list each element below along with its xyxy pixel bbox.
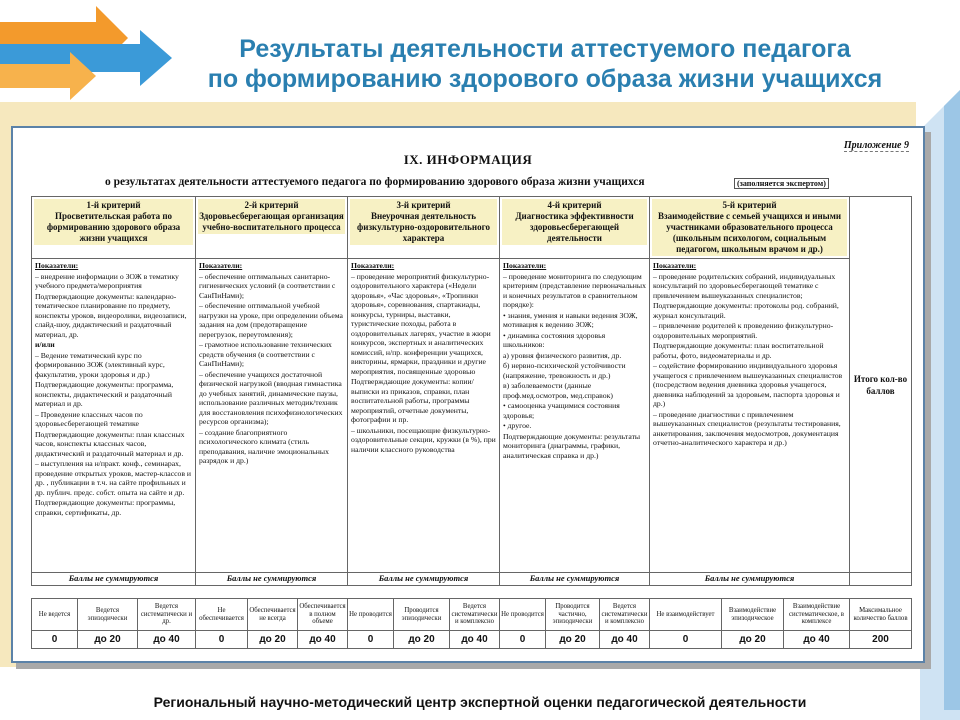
- indicator-item: Подтверждающие документы: план классных часов, конспекты классных часов, дидактический и раздаточный материал и др.: [35, 429, 185, 458]
- criterion-title: Внеурочная деятельность физкультурно-оздоровительного характера: [357, 211, 490, 243]
- score-value: до 40: [600, 631, 650, 649]
- footer-text: Региональный научно-методический центр экспертной оценки педагогической деятельности: [153, 694, 807, 710]
- no-sum-note: Баллы не суммируются: [196, 573, 348, 586]
- score-value: до 40: [450, 631, 500, 649]
- score-value: до 20: [78, 631, 138, 649]
- no-sum-note: Баллы не суммируются: [650, 573, 850, 586]
- criterion-title: Просветительская работа по формированию здорового образа жизни учащихся: [46, 211, 181, 243]
- indicator-item: – создание благоприятного психологического климата (стиль преподавания, наличие эмоциональных разрядок и др.): [199, 427, 329, 465]
- score-value: до 20: [248, 631, 298, 649]
- criterion-name: 3-й критерий: [396, 200, 451, 210]
- indicator-item: – обеспечение оптимальных санитарно-гигиенических условий (в соответствии с СанПиНами);: [199, 271, 336, 300]
- score-level-label: Ведется систематически и др.: [138, 599, 196, 631]
- criterion-name: 5-й критерий: [722, 200, 777, 210]
- criterion-title: Диагностика эффективности здоровьесберегающей деятельности: [515, 211, 634, 243]
- indicator-item: и/или: [35, 340, 55, 349]
- score-level-label: Не обеспечивается: [196, 599, 248, 631]
- criterion-1-indicators: [32, 259, 196, 573]
- indicator-item: Подтверждающие документы: программа, конспекты, дидактический и раздаточный материал и др.: [35, 380, 174, 408]
- score-level-label: Взаимодействие систематическое, в комплексе: [784, 599, 850, 631]
- document-page: [11, 126, 925, 663]
- criterion-3-indicators: [348, 259, 500, 573]
- appendix-label: Приложение 9: [843, 140, 909, 151]
- indicator-item: Подтверждающие документы: протоколы род. собраний, журнал консультаций.: [653, 301, 839, 320]
- indicator-item: в) заболеваемости (данные проф.мед.осмотров, мед.справок): [503, 381, 613, 400]
- criterion-5-indicators: [650, 259, 850, 573]
- no-sum-note: Баллы не суммируются: [500, 573, 650, 586]
- indicator-item: – проведение мероприятий физкультурно-оздоровительного характера («Недели здоровья», «Час здоровья», «Тропинки здоровья», соревнования, спартакиады, конкурсы, турниры, выставки, туристические походы, работа в оздоровительных лагерях, участие в жюри конкурсов, экспертных и аналитических комиссий, н/пр. конференции учащихся, викторины, ярмарки, праздники и другие мероприятия, посвященные здоровью: [351, 271, 491, 376]
- indicator-item: – обеспечение оптимальной учебной нагрузки на уроке, при определении объема задания на дом (предотвращение перегрузок, переутомления);: [199, 301, 343, 339]
- criterion-header-1: [32, 197, 196, 259]
- indicator-item: – грамотное использование технических средств обучения (в соответствии с СанПиНами);: [199, 340, 332, 368]
- document-subtitle: о результатах деятельности аттестуемого педагога по формированию здорового образа жизни учащихся: [105, 176, 645, 188]
- indicators-label: Показатели:: [503, 261, 547, 270]
- indicator-item: • знания, умения и навыки ведения ЗОЖ, мотивация к ведению ЗОЖ;: [503, 310, 638, 329]
- criterion-title: Взаимодействие с семьей учащихся и иными участниками образовательного процесса (школьным психологом, социальным педагогом, школьным врачом и др.): [657, 211, 842, 254]
- criterion-name: 2-й критерий: [244, 200, 299, 210]
- no-sum-note: Баллы не суммируются: [32, 573, 196, 586]
- criterion-name: 1-й критерий: [86, 200, 141, 210]
- indicator-item: – обеспечение учащихся достаточной физической нагрузкой (вводная гимнастика до учебных занятий, динамические паузы, использование различных методик/техник для восстановления психофизиологических ресурсов организма);: [199, 369, 343, 426]
- indicator-item: – Проведение классных часов по здоровьесберегающей тематике: [35, 409, 143, 428]
- expert-note: (заполняется экспертом): [734, 178, 829, 189]
- score-level-label: Ведется эпизодически: [78, 599, 138, 631]
- score-value: 0: [348, 631, 394, 649]
- indicator-item: Подтверждающие документы: результаты мониторинга (диаграммы, графики, аналитическая справка и др.): [503, 431, 641, 460]
- score-value: до 20: [546, 631, 600, 649]
- score-table: [31, 598, 912, 649]
- score-value: 0: [500, 631, 546, 649]
- score-value: 0: [196, 631, 248, 649]
- criterion-header-3: [348, 197, 500, 259]
- score-level-label: Не ведется: [32, 599, 78, 631]
- criterion-title: Здоровьесберегающая организация учебно-воспитательного процесса: [199, 211, 344, 232]
- score-value: до 20: [394, 631, 450, 649]
- criterion-header-4: [500, 197, 650, 259]
- no-sum-empty: [850, 573, 912, 586]
- indicator-item: Подтверждающие документы: копии/выписки из приказов, справки, план воспитательной работы, программы мероприятий, отчетные документы, фотографии и пр.: [351, 377, 474, 424]
- indicator-item: а) уровня физического развития, др.: [503, 350, 622, 360]
- indicator-item: – проведение мониторинга по следующим критериям (представление первоначальных и конечных результатов в сравнительном порядке):: [503, 271, 646, 309]
- score-value: 0: [32, 631, 78, 649]
- score-value: 0: [650, 631, 722, 649]
- indicator-item: Подтверждающие документы: программы, справки, сертификаты, др.: [35, 498, 176, 517]
- criterion-4-indicators: [500, 259, 650, 573]
- score-level-label: Обеспечивается не всегда: [248, 599, 298, 631]
- score-level-label: Ведется систематически и комплексно: [450, 599, 500, 631]
- slide-title-line2: по формированию здорового образа жизни учащихся: [207, 65, 883, 93]
- indicator-item: – содействие формированию индивидуального здоровья учащегося с привлечением вышеуказанных специалистов (посредством ведения дневника здоровья учащегося, дневника наблюдений за здоровьем, паспорта здоровья и др.): [653, 361, 843, 408]
- indicator-item: – внедрение информации о ЗОЖ в тематику учебного предмета/мероприятия: [35, 271, 179, 290]
- indicator-item: – привлечение родителей к проведению физкультурно-оздоровительных мероприятий.: [653, 321, 834, 340]
- criterion-2-indicators: [196, 259, 348, 573]
- indicator-item: – проведение родительских собраний, индивидуальных консультаций по здоровьесберегающей тематике с привлечением вышеуказанных специалистов;: [653, 271, 836, 300]
- indicator-item: б) нервно-психической устойчивости (напряжение, тревожность и др.): [503, 361, 626, 380]
- indicator-item: – проведение диагностики с привлечением вышеуказанных специалистов (результаты тестирования, анкетирования, заключения медосмотров, документация отчетно-аналитического характера и др.): [653, 409, 841, 447]
- score-level-label: Взаимодействие эпизодическое: [722, 599, 784, 631]
- criterion-header-5: [650, 197, 850, 259]
- indicator-item: – Ведение тематический курс по формированию ЗОЖ (элективный курс, факультатив, уроки здоровья и др.): [35, 350, 165, 379]
- no-sum-note: Баллы не суммируются: [348, 573, 500, 586]
- total-score-header: Итого кол-во баллов: [850, 197, 912, 573]
- criterion-name: 4-й критерий: [547, 200, 602, 210]
- score-value: до 40: [138, 631, 196, 649]
- indicators-label: Показатели:: [199, 261, 243, 270]
- score-level-label: Максимальное количество баллов: [850, 599, 912, 631]
- score-level-label: Обеспечивается в полном объеме: [298, 599, 348, 631]
- score-value: до 20: [722, 631, 784, 649]
- indicators-label: Показатели:: [351, 261, 395, 270]
- indicator-item: – выступления на н/практ. конф., семинарах, проведение открытых уроков, мастер-классов и др. , публикации в т.ч. на сайте профильных и др. публич. предс. собст. опыта на сайте и др.: [35, 459, 192, 497]
- indicator-item: Подтверждающие документы: план воспитательной работы, фото, видеоматериалы и др.: [653, 341, 824, 360]
- indicator-item: Подтверждающие документы: календарно-тематическое планирование по предмету, конспекты уроков, видеоролики, видеозаписи, слайд-шоу, дидактический и раздаточный материал, др.: [35, 291, 187, 339]
- indicator-item: – школьники, посещающие физкультурно-оздоровительные секции, кружки (в %), при наличии классного руководства: [351, 425, 496, 454]
- criterion-header-2: [196, 197, 348, 259]
- indicator-item: • динамика состояния здоровья школьников:: [503, 330, 606, 349]
- score-level-label: Проводится эпизодически: [394, 599, 450, 631]
- indicators-label: Показатели:: [653, 261, 697, 270]
- criteria-table: [31, 196, 912, 586]
- indicators-label: Показатели:: [35, 261, 79, 270]
- indicator-item: • другое.: [503, 421, 532, 430]
- score-level-label: Проводится частично, эпизодически: [546, 599, 600, 631]
- indicator-item: • самооценка учащимися состояния здоровья;: [503, 401, 620, 420]
- score-level-label: Не взаимодействует: [650, 599, 722, 631]
- slide-title-line1: Результаты деятельности аттестуемого педагога: [239, 35, 851, 63]
- section-heading: IX. ИНФОРМАЦИЯ: [403, 152, 533, 167]
- score-value: до 40: [784, 631, 850, 649]
- score-level-label: Не проводится: [500, 599, 546, 631]
- score-level-label: Не проводится: [348, 599, 394, 631]
- score-level-label: Ведется систематически и комплексно: [600, 599, 650, 631]
- score-value: 200: [850, 631, 912, 649]
- score-value: до 40: [298, 631, 348, 649]
